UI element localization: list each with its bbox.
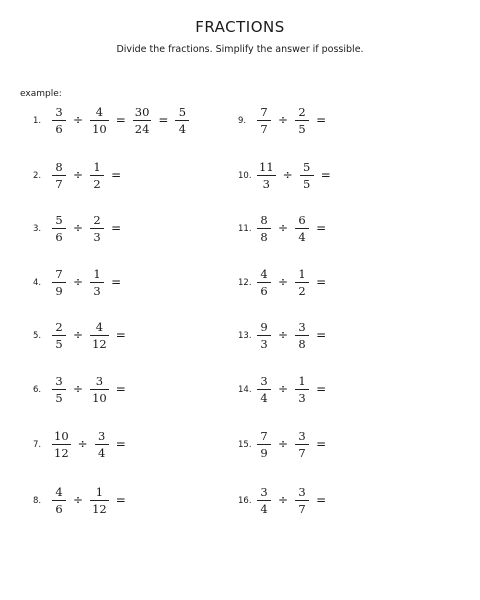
fraction-bar [133, 120, 152, 121]
numerator: 3 [98, 428, 106, 443]
equals-sign: = [115, 328, 126, 342]
numerator: 3 [95, 373, 104, 388]
equals-sign: = [316, 328, 327, 342]
divisor-fraction [95, 429, 109, 460]
divide-sign: ÷ [278, 382, 289, 396]
problem-5 [33, 315, 130, 355]
equals-sign: = [316, 382, 327, 396]
problem-number: 7. [33, 440, 42, 450]
dividend-fraction [257, 320, 271, 351]
denominator: 3 [262, 176, 270, 191]
dividend-fraction [52, 374, 66, 405]
denominator: 7 [298, 501, 306, 516]
worksheet-title: FRACTIONS [195, 18, 285, 36]
divide-sign: ÷ [77, 437, 88, 451]
problem-16 [238, 480, 330, 520]
denominator: 9 [55, 283, 63, 298]
divisor-fraction [90, 213, 104, 244]
numerator: 5 [178, 104, 187, 119]
numerator: 4 [95, 104, 104, 119]
problem-number: 5. [33, 331, 42, 341]
divisor-fraction [295, 374, 309, 405]
denominator: 5 [303, 176, 311, 191]
denominator: 6 [55, 121, 63, 136]
numerator: 1 [298, 266, 306, 281]
numerator: 8 [55, 159, 63, 174]
fraction-bar [90, 175, 104, 176]
divisor-fraction [90, 320, 109, 351]
fraction-bar [295, 120, 309, 121]
problem-4 [33, 262, 125, 302]
problem-2 [33, 155, 125, 195]
equals-sign: = [320, 168, 331, 182]
numerator: 8 [260, 212, 268, 227]
equals-sign: = [316, 493, 327, 507]
denominator: 8 [298, 336, 306, 351]
denominator: 3 [260, 336, 268, 351]
numerator: 3 [260, 373, 268, 388]
equals-sign: = [115, 382, 126, 396]
fraction-bar [52, 228, 66, 229]
problem-number: 13. [238, 331, 252, 341]
divide-sign: ÷ [278, 275, 289, 289]
denominator: 6 [260, 283, 268, 298]
denominator: 7 [260, 121, 268, 136]
fraction-bar [90, 500, 109, 501]
denominator: 8 [260, 229, 268, 244]
dividend-fraction [257, 160, 276, 191]
problem-number: 14. [238, 385, 252, 395]
fraction-bar [295, 335, 309, 336]
problem-number: 11. [238, 224, 252, 234]
fraction-bar [257, 444, 271, 445]
problem-number: 2. [33, 171, 42, 181]
fraction-bar [295, 389, 309, 390]
fraction-bar [90, 228, 104, 229]
problem-7 [33, 424, 130, 464]
problem-1 [33, 100, 192, 140]
problem-number: 1. [33, 116, 42, 126]
divisor-fraction [295, 267, 309, 298]
divide-sign: ÷ [73, 382, 84, 396]
divisor-fraction [90, 105, 109, 136]
problem-number: 9. [238, 116, 247, 126]
equals-sign: = [115, 437, 126, 451]
numerator: 1 [93, 159, 101, 174]
fraction-bar [52, 175, 66, 176]
fraction-bar [257, 120, 271, 121]
problem-13 [238, 315, 330, 355]
divisor-fraction [90, 485, 109, 516]
fraction-bar [175, 120, 189, 121]
numerator: 3 [55, 104, 63, 119]
denominator: 9 [260, 445, 268, 460]
numerator: 7 [260, 428, 268, 443]
numerator: 2 [55, 319, 63, 334]
denominator: 3 [93, 283, 101, 298]
problem-number: 3. [33, 224, 42, 234]
fraction-bar [90, 282, 104, 283]
divide-sign: ÷ [278, 221, 289, 235]
problem-10 [238, 155, 335, 195]
numerator: 6 [298, 212, 306, 227]
denominator: 3 [298, 390, 306, 405]
divisor-fraction [295, 429, 309, 460]
denominator: 6 [55, 229, 63, 244]
fraction-bar [257, 175, 276, 176]
example-label: example: [20, 89, 62, 99]
denominator: 3 [93, 229, 101, 244]
divisor-fraction [295, 320, 309, 351]
numerator: 3 [298, 428, 306, 443]
dividend-fraction [52, 485, 66, 516]
numerator: 7 [55, 266, 63, 281]
numerator: 10 [54, 428, 69, 443]
divide-sign: ÷ [73, 328, 84, 342]
numerator: 4 [55, 484, 63, 499]
dividend-fraction [257, 105, 271, 136]
divide-sign: ÷ [278, 113, 289, 127]
answer-step-fraction [175, 105, 189, 136]
divide-sign: ÷ [73, 493, 84, 507]
problem-number: 15. [238, 440, 252, 450]
equals-sign: = [316, 221, 327, 235]
dividend-fraction [257, 374, 271, 405]
denominator: 7 [55, 176, 63, 191]
denominator: 4 [298, 229, 306, 244]
fraction-bar [90, 335, 109, 336]
dividend-fraction [257, 267, 271, 298]
numerator: 7 [260, 104, 268, 119]
dividend-fraction [52, 160, 66, 191]
denominator: 5 [55, 390, 63, 405]
divide-sign: ÷ [278, 493, 289, 507]
problem-3 [33, 208, 125, 248]
divide-sign: ÷ [278, 437, 289, 451]
problem-14 [238, 369, 330, 409]
fraction-bar [295, 500, 309, 501]
fraction-bar [90, 389, 109, 390]
dividend-fraction [52, 429, 71, 460]
denominator: 24 [134, 121, 150, 136]
numerator: 1 [298, 373, 306, 388]
problem-number: 12. [238, 278, 252, 288]
problem-number: 8. [33, 496, 42, 506]
fraction-bar [257, 228, 271, 229]
denominator: 4 [98, 445, 106, 460]
denominator: 12 [92, 336, 107, 351]
numerator: 1 [93, 266, 101, 281]
fraction-bar [295, 444, 309, 445]
problem-6 [33, 369, 130, 409]
equals-sign: = [115, 493, 126, 507]
fraction-bar [257, 335, 271, 336]
equals-sign: = [111, 221, 122, 235]
fraction-bar [52, 120, 66, 121]
fraction-bar [52, 444, 71, 445]
divisor-fraction [90, 160, 104, 191]
divisor-fraction [295, 105, 309, 136]
denominator: 4 [178, 121, 187, 136]
equals-sign: = [111, 168, 122, 182]
fraction-bar [90, 120, 109, 121]
dividend-fraction [52, 267, 66, 298]
problem-9 [238, 100, 330, 140]
denominator: 12 [92, 501, 107, 516]
denominator: 7 [298, 445, 306, 460]
problem-number: 16. [238, 496, 252, 506]
divisor-fraction [295, 213, 309, 244]
denominator: 4 [260, 501, 268, 516]
fraction-bar [300, 175, 314, 176]
equals-sign: = [158, 113, 169, 127]
dividend-fraction [52, 105, 66, 136]
numerator: 5 [303, 159, 311, 174]
problem-8 [33, 480, 130, 520]
problem-12 [238, 262, 330, 302]
dividend-fraction [52, 320, 66, 351]
divide-sign: ÷ [73, 221, 84, 235]
fraction-bar [257, 282, 271, 283]
dividend-fraction [257, 213, 271, 244]
dividend-fraction [257, 485, 271, 516]
denominator: 2 [298, 283, 306, 298]
denominator: 6 [55, 501, 63, 516]
fraction-bar [295, 228, 309, 229]
numerator: 3 [55, 373, 63, 388]
fraction-bar [52, 282, 66, 283]
fraction-bar [95, 444, 109, 445]
divisor-fraction [295, 485, 309, 516]
problem-number: 6. [33, 385, 42, 395]
worksheet-instructions: Divide the fractions. Simplify the answer if possible. [116, 44, 364, 55]
problem-number: 10. [238, 171, 252, 181]
fraction-bar [295, 282, 309, 283]
equals-sign: = [111, 275, 122, 289]
numerator: 11 [259, 159, 274, 174]
denominator: 2 [93, 176, 101, 191]
denominator: 4 [260, 390, 268, 405]
numerator: 4 [260, 266, 268, 281]
fraction-bar [52, 389, 66, 390]
divide-sign: ÷ [73, 113, 84, 127]
numerator: 30 [134, 104, 150, 119]
fraction-bar [52, 500, 66, 501]
divide-sign: ÷ [278, 328, 289, 342]
numerator: 3 [298, 484, 306, 499]
numerator: 5 [55, 212, 63, 227]
divide-sign: ÷ [73, 275, 84, 289]
fraction-bar [257, 500, 271, 501]
numerator: 9 [260, 319, 268, 334]
divide-sign: ÷ [73, 168, 84, 182]
numerator: 3 [298, 319, 306, 334]
equals-sign: = [115, 113, 126, 127]
dividend-fraction [52, 213, 66, 244]
divide-sign: ÷ [282, 168, 293, 182]
numerator: 4 [95, 319, 104, 334]
problem-number: 4. [33, 278, 42, 288]
numerator: 1 [95, 484, 104, 499]
fraction-bar [52, 335, 66, 336]
divisor-fraction [90, 267, 104, 298]
problem-11 [238, 208, 330, 248]
equals-sign: = [316, 275, 327, 289]
problem-15 [238, 424, 330, 464]
denominator: 12 [54, 445, 69, 460]
denominator: 10 [92, 390, 107, 405]
denominator: 5 [298, 121, 306, 136]
numerator: 2 [93, 212, 101, 227]
numerator: 2 [298, 104, 306, 119]
divisor-fraction [300, 160, 314, 191]
equals-sign: = [316, 113, 327, 127]
denominator: 10 [92, 121, 107, 136]
answer-step-fraction [133, 105, 152, 136]
fraction-bar [257, 389, 271, 390]
divisor-fraction [90, 374, 109, 405]
dividend-fraction [257, 429, 271, 460]
equals-sign: = [316, 437, 327, 451]
denominator: 5 [55, 336, 63, 351]
numerator: 3 [260, 484, 268, 499]
